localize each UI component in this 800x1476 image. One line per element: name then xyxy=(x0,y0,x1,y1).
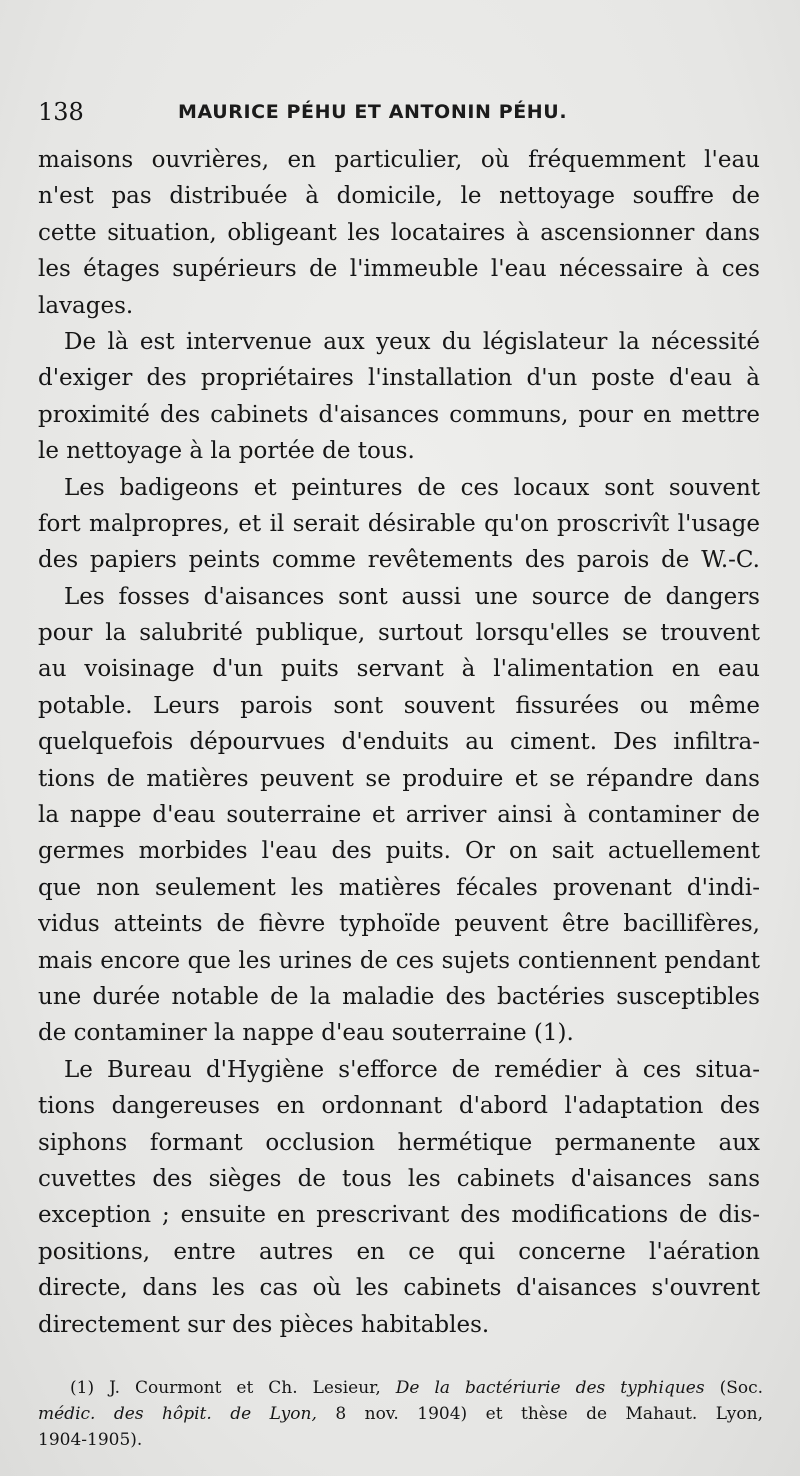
text-line: maisons ouvrières, en particulier, où fréquemment l'eau xyxy=(38,147,760,173)
paragraph-start: Les fosses d'aisances sont aussi une source de dangers xyxy=(64,583,760,610)
text-line: de contaminer la nappe d'eau souterraine (1). xyxy=(38,1020,574,1047)
text-line: fort malpropres, et il serait désirable qu'on proscrivît l'usage xyxy=(38,510,760,537)
text-line: quelquefois dépourvues d'enduits au ciment. Des infiltra- xyxy=(38,729,760,756)
footnote-line xyxy=(38,1375,763,1401)
text-line: vidus atteints de fièvre typhoïde peuvent être bacillifères, xyxy=(38,911,760,938)
text-line: mais encore que les urines de ces sujets contiennent pendant xyxy=(38,947,760,974)
text-line: le nettoyage à la portée de tous. xyxy=(38,438,415,465)
text-line: au voisinage d'un puits servant à l'alimentation en eau xyxy=(38,656,760,683)
paragraph-start: De là est intervenue aux yeux du législateur la nécessité xyxy=(64,328,760,355)
footnote xyxy=(38,1375,763,1453)
text-line: tions de matières peuvent se produire et se répandre dans xyxy=(38,765,760,792)
text-line: tions dangereuses en ordonnant d'abord l'adaptation des xyxy=(38,1093,760,1120)
text-line: pour la salubrité publique, surtout lorsqu'elles se trouvent xyxy=(38,620,760,647)
text-line: lavages. xyxy=(38,292,134,319)
footnote-source: médic. des hôpit. de Lyon, xyxy=(38,1404,317,1424)
paragraph-start: Les badigeons et peintures de ces locaux sont souvent xyxy=(64,474,760,501)
text-line: que non seulement les matières fécales provenant d'indi- xyxy=(38,874,760,901)
footnote-title: De la bactériurie des typhiques xyxy=(395,1378,705,1398)
text-line: germes morbides l'eau des puits. Or on sait actuellement xyxy=(38,838,760,865)
footnote-text: (1) J. Courmont et Ch. Lesieur, xyxy=(70,1378,396,1398)
text-line: exception ; ensuite en prescrivant des modifications de dis- xyxy=(38,1202,760,1229)
text-line: siphons formant occlusion hermétique permanente aux xyxy=(38,1129,760,1156)
footnote-text: 8 nov. 1904) et thèse de Mahaut. Lyon, xyxy=(316,1404,763,1424)
footnote-line xyxy=(38,1401,763,1427)
footnote-line: 1904-1905). xyxy=(38,1430,143,1450)
running-head: MAURICE PÉHU ET ANTONIN PÉHU. xyxy=(178,101,568,123)
footnote-text: (Soc. xyxy=(704,1378,763,1398)
text-line: positions, entre autres en ce qui concerne l'aération xyxy=(38,1238,760,1265)
text-line: potable. Leurs parois sont souvent fissurées ou même xyxy=(38,692,760,719)
text-line: la nappe d'eau souterraine et arriver ainsi à contaminer de xyxy=(38,802,760,829)
text-line: des papiers peints comme revêtements des parois de W.-C. xyxy=(38,547,760,574)
text-line: n'est pas distribuée à domicile, le nettoyage souffre de xyxy=(38,183,760,210)
text-line: d'exiger des propriétaires l'installation d'un poste d'eau à xyxy=(38,365,760,392)
page-header xyxy=(38,98,758,128)
text-line: les étages supérieurs de l'immeuble l'eau nécessaire à ces xyxy=(38,256,760,283)
text-line: une durée notable de la maladie des bactéries susceptibles xyxy=(38,983,760,1010)
page-number: 138 xyxy=(38,98,84,126)
text-line: directement sur des pièces habitables. xyxy=(38,1311,490,1338)
text-line: proximité des cabinets d'aisances communs, pour en mettre xyxy=(38,401,760,428)
paragraph-start: Le Bureau d'Hygiène s'efforce de remédier à ces situa- xyxy=(64,1056,760,1083)
text-line: cette situation, obligeant les locataires à ascensionner dans xyxy=(38,219,760,246)
text-line: cuvettes des sièges de tous les cabinets d'aisances sans xyxy=(38,1165,760,1192)
text-line: directe, dans les cas où les cabinets d'aisances s'ouvrent xyxy=(38,1275,760,1302)
body-text xyxy=(38,142,760,1343)
